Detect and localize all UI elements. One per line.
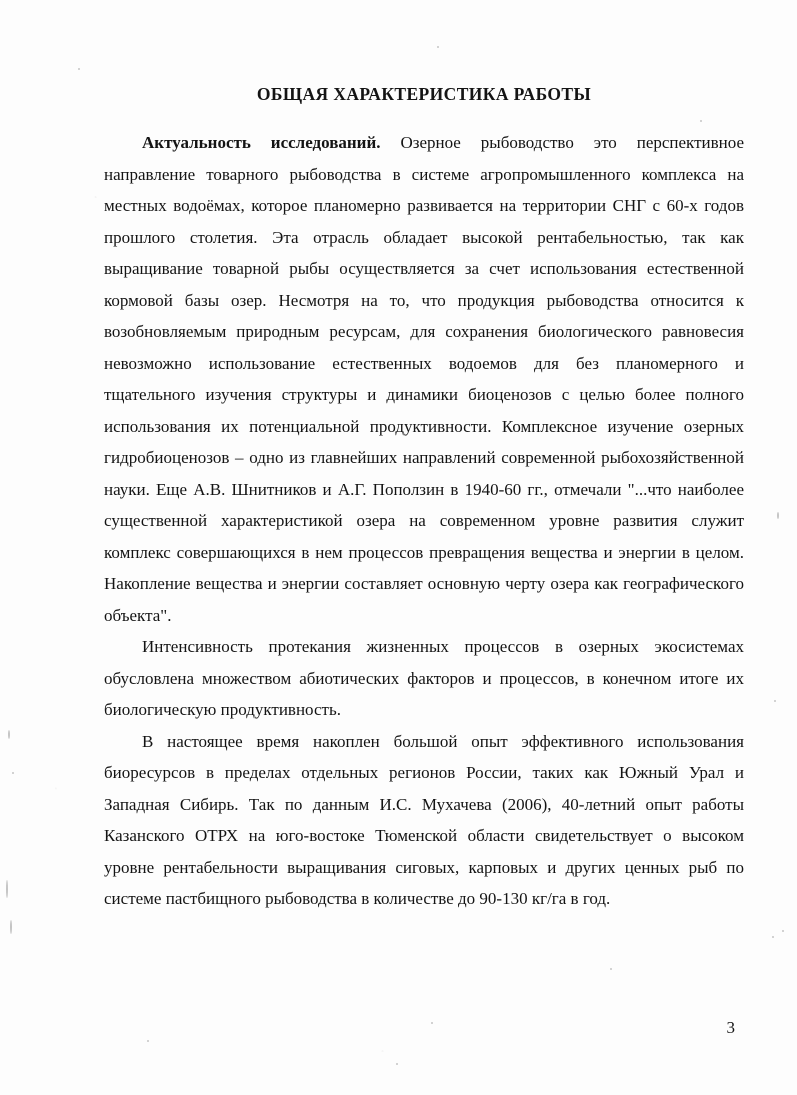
paragraph-2 xyxy=(104,631,744,726)
page-number: 3 xyxy=(726,1018,735,1037)
paragraph-1 xyxy=(104,127,744,631)
paragraph-2-text: Интенсивность протекания жизненных процессов в озерных экосистемах обусловлена множеством абиотических факторов и процессов, в конечном итоге их биологическую продуктивность. xyxy=(104,637,744,719)
paragraph-3 xyxy=(104,726,744,915)
paragraph-1-lead: Актуальность исследований. xyxy=(142,133,381,152)
page-title: ОБЩАЯ ХАРАКТЕРИСТИКА РАБОТЫ xyxy=(256,84,592,104)
paragraph-3-text: В настоящее время накоплен большой опыт эффективного использования биоресурсов в пределах отдельных регионов России, таких как Южный Урал и Западная Сибирь. Так по данным И.С. Мухачева (2006), 40-летний опыт работы Казанского ОТРХ на юго-востоке Тюменской области свидетельствует о высоком уровне рентабельности выращивания сиговых, карповых и других ценных рыб по системе пастбищного рыбоводства в количестве до 90-130 кг/га в год. xyxy=(104,731,744,908)
paragraph-1-text: Озерное рыбоводство это перспективное направление товарного рыбоводства в системе агропромышленного комплекса на местных водоёмах, которое планомерно развивается на территории СНГ с 60-х годов прошлого столетия. Эта отрасль обладает высокой рентабельностью, так как выращивание товарной рыбы осуществляется за счет использования естественной кормовой базы озер. Несмотря на то, что продукция рыбоводства относится к возобновляемым природным ресурсам, для сохранения биологического равновесия невозможно использование естественных водоемов для без планомерного и тщательного изучения структуры и динамики биоценозов с целью более полного использования их потенциальной продуктивности. Комплексное изучение озерных гидробиоценозов – одно из главнейших направлений современной рыбохозяйственной науки. Еще А.В. Шнитников и А.Г. Поползин в 1940-60 гг., отмечали "...что наиболее существенной характеристикой озера на современном уровне развития служит комплекс совершающихся в нем процессов превращения вещества и энергии в целом. Накопление вещества и энергии составляет основную черту озера как географического объекта". xyxy=(104,133,744,625)
document-body xyxy=(104,84,744,915)
